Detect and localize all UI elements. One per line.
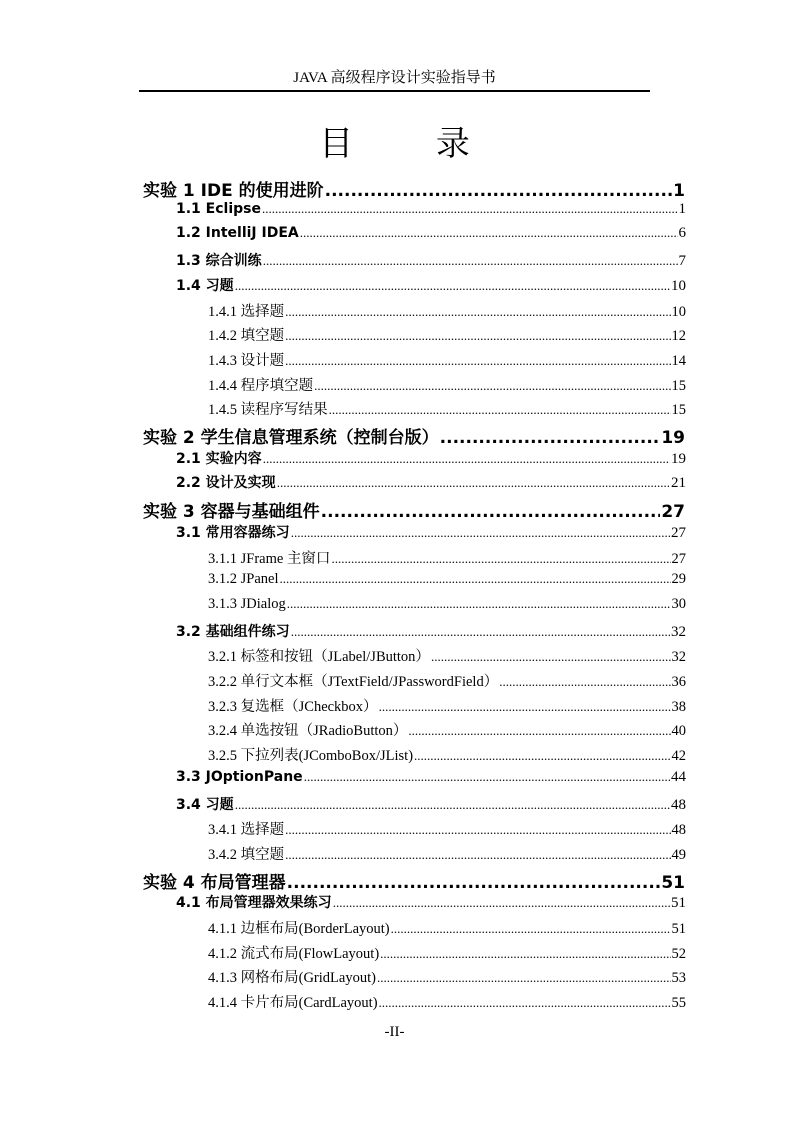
toc-subsection-entry[interactable] [208, 398, 686, 420]
toc-chapter-entry[interactable] [143, 868, 685, 892]
toc-entry-page: 27 [671, 550, 686, 567]
toc-dot-leader [285, 822, 670, 838]
toc-entry-label: 1.4.3 设计题 [208, 352, 285, 369]
page-number: -II- [384, 1024, 405, 1040]
toc-entry-label: 实验 2 学生信息管理系统（控制台版） [143, 428, 439, 448]
toc-entry-page: 15 [671, 377, 686, 394]
toc-subsection-entry[interactable] [208, 645, 686, 667]
toc-dot-leader [263, 253, 678, 269]
toc-dot-leader [263, 451, 670, 467]
toc-entry-page: 27 [661, 502, 685, 523]
toc-entry-page: 42 [671, 748, 686, 765]
toc-entry-page: 38 [671, 698, 686, 715]
toc-entry-label: 1.1 Eclipse [176, 200, 261, 217]
toc-entry-label: 3.2.2 单行文本框（JTextField/JPasswordField） [208, 674, 499, 690]
toc-dot-leader [499, 674, 670, 690]
toc-entry-label: 1.2 IntelliJ IDEA [176, 225, 299, 242]
toc-dot-leader [285, 328, 670, 344]
toc-subsection-entry[interactable] [208, 942, 686, 964]
toc-entry-label: 4.1.4 卡片布局(CardLayout) [208, 995, 378, 1012]
toc-subsection-entry[interactable] [208, 670, 686, 692]
toc-entry-label: 3.1.3 JDialog [208, 595, 286, 612]
toc-dot-leader [287, 596, 671, 612]
toc-dot-leader [325, 181, 673, 201]
toc-subsection-entry[interactable] [208, 843, 686, 865]
toc-dot-leader [287, 873, 661, 893]
toc-chapter-entry[interactable] [143, 176, 685, 200]
toc-entry-label: 1.4 习题 [176, 277, 234, 294]
toc-section-entry[interactable] [176, 201, 686, 223]
toc-dot-leader [331, 551, 670, 567]
toc-section-entry[interactable] [176, 472, 686, 494]
toc-entry-page: 10 [671, 303, 686, 320]
toc-subsection-entry[interactable] [208, 349, 686, 371]
toc-entry-label: 3.1.2 JPanel [208, 571, 279, 588]
toc-entry-label: 4.1.2 流式布局(FlowLayout) [208, 945, 380, 962]
toc-dot-leader [379, 995, 671, 1011]
toc-entry-page: 30 [671, 595, 686, 612]
toc-subsection-entry[interactable] [208, 374, 686, 396]
toc-entry-label: 3.1 常用容器练习 [176, 524, 290, 541]
toc-entry-page: 29 [671, 571, 686, 588]
toc-dot-leader [291, 624, 670, 640]
toc-entry-page: 48 [671, 822, 686, 839]
toc-entry-page: 51 [671, 895, 686, 912]
toc-entry-page: 32 [671, 649, 686, 666]
toc-chapter-entry[interactable] [143, 497, 685, 521]
toc-subsection-entry[interactable] [208, 991, 686, 1013]
toc-dot-leader [414, 748, 670, 764]
toc-entry-label: 实验 4 布局管理器 [143, 872, 286, 893]
toc-entry-page: 19 [661, 428, 685, 448]
toc-subsection-entry[interactable] [208, 324, 686, 346]
running-header: JAVA 高级程序设计实验指导书 [293, 70, 496, 86]
toc-entry-page: 55 [671, 995, 686, 1012]
toc-dot-leader [380, 946, 670, 962]
toc-dot-leader [285, 304, 670, 320]
toc-title: 目 录 [319, 124, 506, 164]
toc-dot-leader [277, 475, 670, 491]
toc-dot-leader [377, 970, 671, 986]
toc-dot-leader [300, 225, 678, 241]
toc-entry-label: 1.4.2 填空题 [208, 328, 285, 345]
header-rule [139, 90, 650, 92]
toc-entry-page: 49 [671, 846, 686, 863]
toc-entry-label: 3.2.4 单选按钮（JRadioButton） [208, 723, 408, 740]
toc-entry-label: 3.2.5 下拉列表(JComboBox/JList) [208, 748, 414, 765]
toc-section-entry[interactable] [176, 275, 686, 297]
toc-entry-page: 32 [671, 623, 686, 640]
toc-entry-label: 实验 3 容器与基础组件 [143, 502, 320, 523]
toc-entry-page: 21 [671, 475, 686, 492]
toc-section-entry[interactable] [176, 522, 686, 544]
toc-section-entry[interactable] [176, 448, 686, 470]
toc-dot-leader [333, 895, 670, 911]
toc-entry-page: 7 [678, 253, 686, 270]
toc-entry-page: 52 [671, 945, 686, 962]
toc-subsection-entry[interactable] [208, 719, 686, 741]
toc-section-entry[interactable] [176, 621, 686, 643]
toc-dot-leader [431, 649, 671, 665]
toc-entry-page: 44 [671, 768, 686, 785]
toc-dot-leader [262, 201, 678, 217]
toc-subsection-entry[interactable] [208, 966, 686, 988]
toc-entry-label: 3.4.1 选择题 [208, 822, 285, 839]
toc-dot-leader [314, 378, 670, 394]
toc-entry-label: 1.4.5 读程序写结果 [208, 402, 328, 419]
toc-entry-label: 3.2 基础组件练习 [176, 623, 290, 640]
toc-chapter-entry[interactable] [143, 423, 685, 447]
toc-dot-leader [285, 353, 670, 369]
toc-dot-leader [291, 525, 670, 541]
toc-entry-page: 51 [661, 872, 685, 893]
toc-entry-label: 1.4.1 选择题 [208, 303, 285, 320]
toc-entry-page: 48 [671, 796, 686, 813]
toc-entry-page: 40 [671, 723, 686, 740]
toc-entry-label: 3.2.3 复选框（JCheckbox） [208, 698, 378, 715]
toc-dot-leader [408, 723, 670, 739]
toc-entry-label: 1.4.4 程序填空题 [208, 377, 314, 394]
toc-subsection-entry[interactable] [208, 917, 686, 939]
toc-dot-leader [279, 571, 670, 587]
toc-section-entry[interactable] [176, 250, 686, 272]
toc-entry-page: 1 [673, 181, 685, 201]
toc-dot-leader [321, 502, 661, 522]
toc-entry-label: 3.2.1 标签和按钮（JLabel/JButton） [208, 649, 430, 666]
toc-entry-label: 3.4.2 填空题 [208, 846, 285, 863]
toc-entry-label: 3.4 习题 [176, 796, 234, 813]
toc-entry-page: 10 [671, 277, 686, 294]
toc-subsection-entry[interactable] [208, 695, 686, 717]
toc-entry-page: 27 [671, 524, 686, 541]
toc-entry-page: 1 [678, 200, 686, 217]
toc-entry-label: 2.2 设计及实现 [176, 475, 276, 492]
toc-subsection-entry[interactable] [208, 744, 686, 766]
toc-dot-leader [285, 847, 670, 863]
toc-dot-leader [235, 278, 670, 294]
toc-entry-page: 12 [671, 328, 686, 345]
toc-section-entry[interactable] [176, 769, 686, 791]
toc-entry-page: 53 [671, 970, 686, 987]
toc-dot-leader [379, 699, 671, 715]
toc-dot-leader [440, 428, 661, 448]
toc-section-entry[interactable] [176, 794, 686, 816]
toc-dot-leader [304, 769, 670, 785]
toc-entry-label: 4.1 布局管理器效果练习 [176, 895, 332, 912]
toc-subsection-entry[interactable] [208, 547, 686, 569]
toc-dot-leader [235, 797, 670, 813]
toc-dot-leader [391, 921, 671, 937]
toc-entry-label: 1.3 综合训练 [176, 253, 262, 270]
toc-entry-label: 实验 1 IDE 的使用进阶 [143, 181, 324, 201]
toc-entry-page: 51 [671, 921, 686, 937]
toc-entry-label: 3.1.1 JFrame 主窗口 [208, 550, 331, 567]
toc-subsection-entry[interactable] [208, 596, 686, 618]
toc-entry-page: 36 [671, 674, 686, 690]
toc-entry-page: 6 [678, 225, 686, 242]
toc-entry-page: 15 [671, 402, 686, 419]
toc-subsection-entry[interactable] [208, 818, 686, 840]
toc-dot-leader [329, 402, 671, 418]
toc-section-entry[interactable] [176, 225, 686, 247]
toc-section-entry[interactable] [176, 892, 686, 914]
toc-entry-page: 14 [671, 352, 686, 369]
toc-subsection-entry[interactable] [208, 571, 686, 593]
toc-entry-label: 2.1 实验内容 [176, 450, 262, 467]
toc-entry-label: 3.3 JOptionPane [176, 768, 303, 785]
toc-entry-page: 19 [671, 450, 686, 467]
toc-entry-label: 4.1.3 网格布局(GridLayout) [208, 970, 376, 987]
toc-subsection-entry[interactable] [208, 300, 686, 322]
toc-entry-label: 4.1.1 边框布局(BorderLayout) [208, 921, 390, 937]
